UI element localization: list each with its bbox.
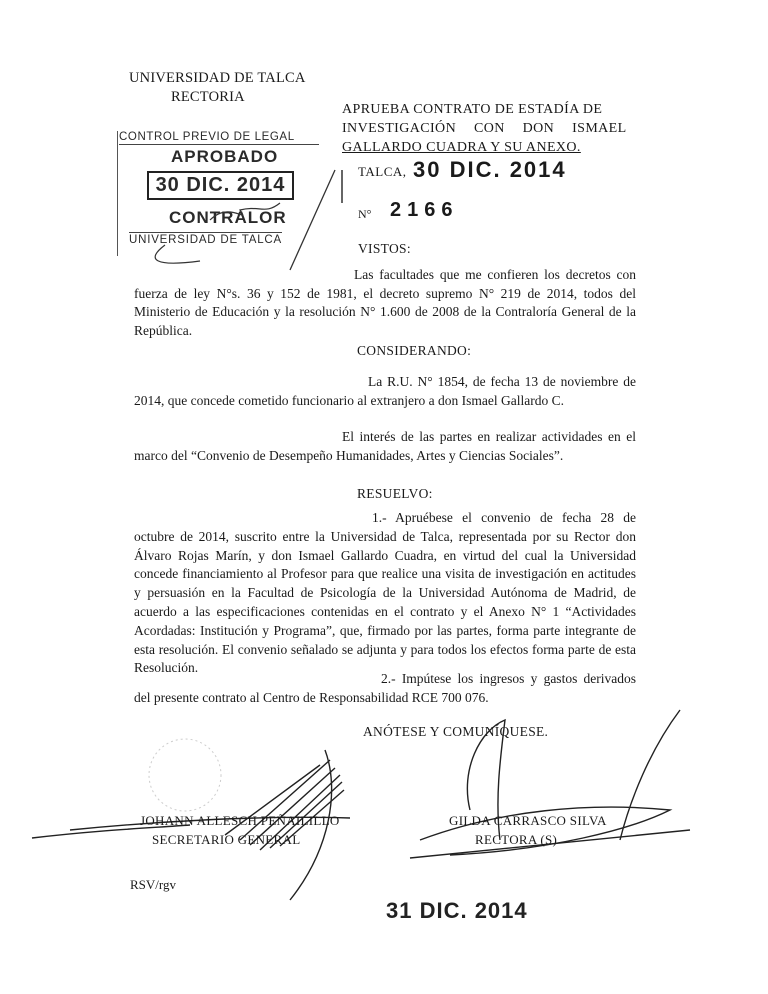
institution-name: UNIVERSIDAD DE TALCA [129,70,306,86]
faint-seal [140,735,230,815]
right-signatory-role: RECTORA (S) [475,832,558,847]
right-signatory-name: GILDA CARRASCO SILVA [449,813,607,828]
number-label: N° [358,207,372,221]
legal-control-stamp [117,131,327,263]
vistos-paragraph: Las facultades que me confieren los decretos con fuerza de ley N°s. 36 y 152 de 1981, el decreto supremo N° 219 de 2014, todos del Ministerio de Educación y la resolución N° 1.600 de 2008 de la Contraloría General de la República. [134,267,636,338]
stamp-line-1: CONTROL PREVIO DE LEGAL [119,131,319,145]
resolution-date: 30 DIC. 2014 [413,157,567,182]
considerando-heading: CONSIDERANDO: [357,343,472,358]
closing-formula: ANÓTESE Y COMUNÍQUESE. [363,724,549,739]
title-line-3: GALLARDO CUADRA Y SU ANEXO. [342,140,581,155]
resuelvo-heading: RESUELVO: [357,486,433,501]
resuelvo-paragraph-1: 1.- Apruébese el convenio de fecha 28 de octubre de 2014, suscrito entre la Universidad de Talca, representada por su Rector don Álvaro Rojas Marín, y don Ismael Gallardo Cuadra, en virtud del cual la Universidad concede financiamiento al Profesor para que realice una visita de investigación en actitudes y persuasión en la Facultad de Psicología de la Universidad Autónoma de Madrid, de acuerdo a las especificaciones contenidas en el contrato y el Anexo N° 1 “Actividades Acordadas: Institución y Programa”, que, firmado por las partes, forma parte integrante de esta resolución. El convenio señalado se adjunta y para todos los efectos forma parte de esta Resolución. [134,510,636,676]
left-signatory-role: SECRETARIO GENERAL [152,832,301,847]
stamp-date: 30 DIC. 2014 [147,171,294,200]
considerando-paragraph-2: El interés de las partes en realizar actividades en el marco del “Convenio de Desempeño Humanidades, Artes y Ciencias Sociales”. [134,429,636,463]
stamp-border [117,131,118,256]
resolution-title [342,100,642,157]
received-date-stamp: 31 DIC. 2014 [386,898,528,923]
stamp-controller: CONTRALOR [169,208,287,227]
considerando-paragraph-1: La R.U. N° 1854, de fecha 13 de noviembre de 2014, que concede cometido funcionario al extranjero a don Ismael Gallardo C. [134,374,636,408]
typist-initials: RSV/rgv [130,877,176,892]
title-line-2: INVESTIGACIÓN CON DON ISMAEL [342,121,627,136]
stamp-approved: APROBADO [171,147,279,166]
vistos-heading: VISTOS: [358,241,411,256]
title-line-1: APRUEBA CONTRATO DE ESTADÍA DE [342,102,603,117]
office-name: RECTORIA [171,89,245,105]
resuelvo-paragraph-2: 2.- Impútese los ingresos y gastos derivados del presente contrato al Centro de Responsabilidad RCE 700 076. [134,671,636,705]
place-label: TALCA, [358,164,407,179]
resolution-number: 2166 [390,199,459,221]
stamp-university: UNIVERSIDAD DE TALCA [129,234,282,246]
left-signatory-name: JOHANN ALLESCH PEÑAILILLO [140,813,340,828]
